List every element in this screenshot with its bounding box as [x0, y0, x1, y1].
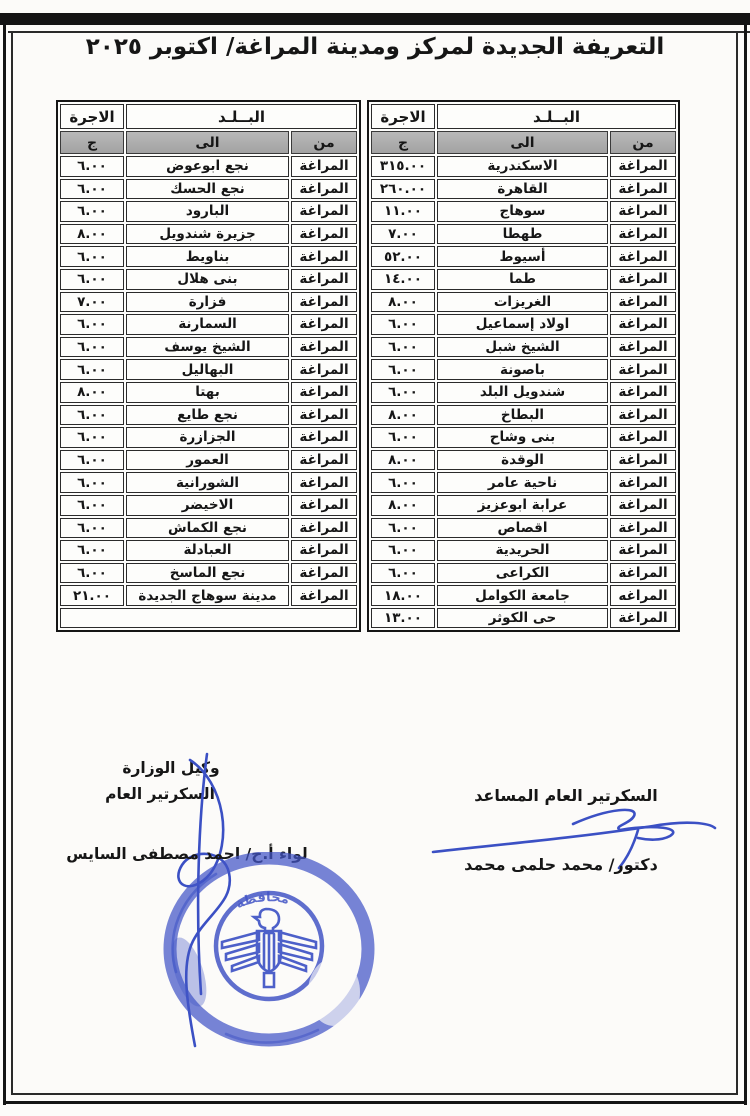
- eagle-emblem: [222, 909, 316, 987]
- cell-to: البارود: [126, 201, 289, 222]
- cell-to: نجع الكماش: [126, 518, 289, 539]
- cell-to: طما: [437, 269, 608, 290]
- cell-to: الغريزات: [437, 292, 608, 313]
- cell-to: بهتا: [126, 382, 289, 403]
- frame-right-inner-rule: [736, 31, 738, 1093]
- empty-table-row: [60, 608, 357, 629]
- cell-fare: ٦.٠٠: [60, 472, 124, 493]
- cell-fare: ٦.٠٠: [60, 246, 124, 267]
- frame-bottom-inner-rule: [11, 1093, 738, 1095]
- cell-to: البهاليل: [126, 359, 289, 380]
- cell-from: المراغة: [610, 292, 676, 313]
- cell-from: المراغة: [291, 246, 357, 267]
- cell-fare: ٨.٠٠: [371, 450, 435, 471]
- undersecretary-title-line1: وكيل الوزارة: [122, 759, 220, 777]
- cell-to: الحريدية: [437, 540, 608, 561]
- cell-from: المراغة: [610, 608, 676, 629]
- table-row: [371, 585, 676, 606]
- fare-table-right-body: [371, 156, 676, 628]
- cell-fare: ١٤.٠٠: [371, 269, 435, 290]
- table-row: [371, 495, 676, 516]
- cell-from: المراغة: [291, 495, 357, 516]
- cell-to: نجع طايع: [126, 405, 289, 426]
- cell-to: نجع الحسك: [126, 179, 289, 200]
- cell-fare: ٦.٠٠: [60, 518, 124, 539]
- cell-fare: ٦.٠٠: [60, 359, 124, 380]
- undersecretary-title-line2: السكرتير العام: [105, 785, 215, 803]
- cell-from: المراغة: [291, 405, 357, 426]
- cell-fare: ٢١.٠٠: [60, 585, 124, 606]
- cell-from: المراغة: [610, 179, 676, 200]
- header-fare: الاجرة: [371, 104, 435, 129]
- table-row: [371, 292, 676, 313]
- cell-from: المراغة: [610, 472, 676, 493]
- frame-left-inner-rule: [11, 31, 13, 1093]
- cell-to: نجع ابوعوض: [126, 156, 289, 177]
- fare-table-right-header: [371, 104, 676, 154]
- cell-to: بنى هلال: [126, 269, 289, 290]
- table-row: [60, 472, 357, 493]
- cell-from: المراغة: [291, 337, 357, 358]
- cell-fare: ٦.٠٠: [60, 179, 124, 200]
- table-row: [371, 540, 676, 561]
- table-row: [371, 608, 676, 629]
- table-row: [371, 201, 676, 222]
- cell-fare: ٦.٠٠: [371, 427, 435, 448]
- cell-fare: ١٣.٠٠: [371, 608, 435, 629]
- cell-from: المراغة: [291, 292, 357, 313]
- cell-from: المراغة: [610, 246, 676, 267]
- fare-table-left: [56, 100, 361, 632]
- cell-to: سوهاج: [437, 201, 608, 222]
- cell-to: اولاد إسماعيل: [437, 314, 608, 335]
- header-country: البــلـد: [437, 104, 676, 129]
- table-row: [371, 224, 676, 245]
- cell-fare: ٦.٠٠: [60, 269, 124, 290]
- table-row: [371, 269, 676, 290]
- table-row: [371, 518, 676, 539]
- cell-to: فزارة: [126, 292, 289, 313]
- fare-tables: [56, 100, 680, 632]
- cell-to: الكراعى: [437, 563, 608, 584]
- cell-from: المراغة: [610, 495, 676, 516]
- table-row: [60, 179, 357, 200]
- cell-from: المراغة: [291, 201, 357, 222]
- cell-fare: ٧.٠٠: [60, 292, 124, 313]
- cell-from: المراغة: [291, 585, 357, 606]
- cell-to: حى الكوثر: [437, 608, 608, 629]
- cell-to: العمور: [126, 450, 289, 471]
- cell-from: المراغة: [610, 382, 676, 403]
- table-row: [371, 563, 676, 584]
- cell-from: المراغة: [610, 224, 676, 245]
- cell-from: المراغة: [610, 563, 676, 584]
- table-row: [60, 246, 357, 267]
- cell-to: باصونة: [437, 359, 608, 380]
- empty-cell: [60, 608, 357, 629]
- table-row: [371, 337, 676, 358]
- cell-fare: ٧.٠٠: [371, 224, 435, 245]
- table-row: [371, 359, 676, 380]
- cell-fare: ٢٦٠.٠٠: [371, 179, 435, 200]
- cell-to: الشورانية: [126, 472, 289, 493]
- cell-fare: ٥٢.٠٠: [371, 246, 435, 267]
- table-row: [60, 563, 357, 584]
- assistant-secretary-title: السكرتير العام المساعد: [474, 786, 658, 805]
- header-from: من: [291, 131, 357, 154]
- cell-from: المراغة: [610, 518, 676, 539]
- cell-from: المراغة: [610, 337, 676, 358]
- cell-fare: ٦.٠٠: [371, 382, 435, 403]
- frame-bottom-outer-rule: [3, 1101, 747, 1104]
- cell-fare: ٨.٠٠: [60, 382, 124, 403]
- cell-from: المراغة: [291, 540, 357, 561]
- fare-table-left-body: [60, 156, 357, 628]
- cell-to: الشيخ شبل: [437, 337, 608, 358]
- cell-to: مدينة سوهاج الجديدة: [126, 585, 289, 606]
- svg-text:محافظة: [234, 890, 291, 912]
- fare-table-left-header: [60, 104, 357, 154]
- table-row: [371, 156, 676, 177]
- cell-to: بناويط: [126, 246, 289, 267]
- cell-fare: ٦.٠٠: [60, 563, 124, 584]
- cell-fare: ٦.٠٠: [371, 472, 435, 493]
- cell-fare: ٨.٠٠: [371, 405, 435, 426]
- cell-fare: ٦.٠٠: [371, 359, 435, 380]
- table-row: [60, 314, 357, 335]
- cell-from: المراغة: [610, 201, 676, 222]
- cell-from: المراغة: [610, 405, 676, 426]
- cell-fare: ٦.٠٠: [371, 337, 435, 358]
- cell-to: البطاخ: [437, 405, 608, 426]
- table-row: [371, 179, 676, 200]
- cell-to: طهطا: [437, 224, 608, 245]
- cell-from: المراغة: [610, 359, 676, 380]
- header-fare: الاجرة: [60, 104, 124, 129]
- header-to: الى: [126, 131, 289, 154]
- cell-to: نجع الماسخ: [126, 563, 289, 584]
- cell-from: المراغة: [291, 179, 357, 200]
- table-row: [60, 450, 357, 471]
- cell-fare: ١٨.٠٠: [371, 585, 435, 606]
- header-currency: ج: [60, 131, 124, 154]
- frame-right-outer-rule: [744, 13, 747, 1105]
- table-row: [60, 540, 357, 561]
- cell-from: المراغة: [291, 472, 357, 493]
- cell-to: عرابة ابوعزيز: [437, 495, 608, 516]
- cell-from: المراغة: [291, 156, 357, 177]
- table-row: [60, 156, 357, 177]
- cell-from: المراغة: [291, 563, 357, 584]
- cell-fare: ٦.٠٠: [60, 427, 124, 448]
- fare-table-right: [367, 100, 680, 632]
- header-currency: ج: [371, 131, 435, 154]
- cell-from: المراغة: [291, 269, 357, 290]
- cell-fare: ١١.٠٠: [371, 201, 435, 222]
- cell-from: المراغة: [291, 359, 357, 380]
- header-to: الى: [437, 131, 608, 154]
- cell-fare: ٦.٠٠: [60, 405, 124, 426]
- frame-top-thin-rule: [8, 31, 750, 33]
- cell-to: السمارنة: [126, 314, 289, 335]
- table-row: [60, 224, 357, 245]
- cell-from: المراغة: [291, 382, 357, 403]
- undersecretary-name: لواء أ.ح/ احمد مصطفى السايس: [66, 845, 308, 863]
- cell-to: الشيخ يوسف: [126, 337, 289, 358]
- cell-to: الوقدة: [437, 450, 608, 471]
- cell-to: بنى وشاح: [437, 427, 608, 448]
- cell-fare: ٦.٠٠: [60, 495, 124, 516]
- cell-fare: ٦.٠٠: [60, 540, 124, 561]
- table-row: [371, 246, 676, 267]
- cell-to: شندويل البلد: [437, 382, 608, 403]
- table-row: [60, 585, 357, 606]
- cell-to: جامعة الكوامل: [437, 585, 608, 606]
- table-row: [60, 427, 357, 448]
- cell-to: الاخيضر: [126, 495, 289, 516]
- cell-fare: ٦.٠٠: [371, 314, 435, 335]
- cell-fare: ٦.٠٠: [371, 518, 435, 539]
- table-row: [371, 450, 676, 471]
- cell-fare: ٨.٠٠: [60, 224, 124, 245]
- cell-fare: ٦.٠٠: [60, 156, 124, 177]
- table-row: [371, 405, 676, 426]
- cell-from: المراغه: [610, 585, 676, 606]
- cell-to: اقصاص: [437, 518, 608, 539]
- cell-from: المراغة: [291, 427, 357, 448]
- cell-fare: ٦.٠٠: [371, 563, 435, 584]
- table-row: [371, 314, 676, 335]
- frame-left-outer-rule: [3, 13, 6, 1105]
- cell-from: المراغة: [610, 450, 676, 471]
- cell-from: المراغة: [610, 314, 676, 335]
- official-round-stamp: [156, 852, 382, 1058]
- cell-from: المراغة: [291, 224, 357, 245]
- cell-fare: ٦.٠٠: [60, 450, 124, 471]
- table-row: [60, 269, 357, 290]
- cell-fare: ٨.٠٠: [371, 292, 435, 313]
- cell-fare: ٣١٥.٠٠: [371, 156, 435, 177]
- cell-from: المراغة: [610, 540, 676, 561]
- header-from: من: [610, 131, 676, 154]
- cell-fare: ٦.٠٠: [60, 201, 124, 222]
- cell-from: المراغة: [291, 450, 357, 471]
- table-row: [60, 201, 357, 222]
- cell-fare: ٦.٠٠: [60, 337, 124, 358]
- table-row: [371, 472, 676, 493]
- cell-to: العبادلة: [126, 540, 289, 561]
- cell-fare: ٨.٠٠: [371, 495, 435, 516]
- table-row: [60, 405, 357, 426]
- cell-to: الجزازرة: [126, 427, 289, 448]
- cell-from: المراغة: [610, 269, 676, 290]
- table-row: [60, 382, 357, 403]
- header-country: البــلـد: [126, 104, 357, 129]
- table-row: [371, 382, 676, 403]
- cell-from: المراغة: [291, 314, 357, 335]
- cell-fare: ٦.٠٠: [60, 314, 124, 335]
- cell-fare: ٦.٠٠: [371, 540, 435, 561]
- table-row: [60, 518, 357, 539]
- cell-to: جزيرة شندويل: [126, 224, 289, 245]
- cell-from: المراغة: [610, 156, 676, 177]
- assistant-secretary-name: دكتور/ محمد حلمى محمد: [464, 855, 658, 874]
- table-row: [60, 359, 357, 380]
- cell-to: أسيوط: [437, 246, 608, 267]
- document-title: التعريفة الجديدة لمركز ومدينة المراغة/ اكتوبر ٢٠٢٥: [85, 34, 665, 60]
- table-row: [371, 427, 676, 448]
- cell-from: المراغة: [291, 518, 357, 539]
- frame-top-thick-rule: [0, 13, 750, 25]
- table-row: [60, 337, 357, 358]
- table-row: [60, 495, 357, 516]
- stamp-label: محافظة: [233, 890, 291, 913]
- table-row: [60, 292, 357, 313]
- cell-from: المراغة: [610, 427, 676, 448]
- cell-to: القاهرة: [437, 179, 608, 200]
- cell-to: الاسكندرية: [437, 156, 608, 177]
- cell-to: ناحية عامر: [437, 472, 608, 493]
